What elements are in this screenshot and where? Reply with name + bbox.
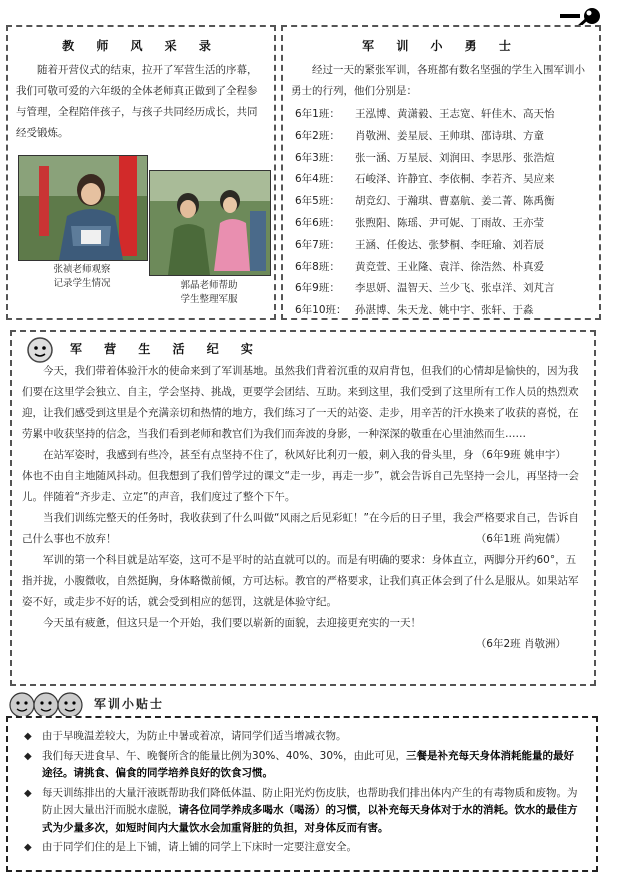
roster-section: [281, 25, 601, 320]
tip-item: ◆ 我们每天进食早、午、晚餐所含的能量比例为30%、40%、30%，由此可见，三餐是补充每天身体消耗能量的最好途径。请挑食、偏食的同学培养良好的饮食习惯。: [24, 749, 575, 779]
roster-row: 6年4班： 石峻泽、许静宜、李依桐、李若齐、吴应来: [295, 173, 555, 186]
diamond-bullet-icon: ◆: [24, 842, 32, 853]
camp-title: 军 营 生 活 纪 实: [70, 342, 262, 356]
caption-2-line-2: 学生整理军服: [180, 294, 238, 305]
camp-p3-signature: （6年1班 尚宛儒）: [475, 533, 566, 545]
roster-row: 6年5班： 胡竞幻、于瀚琪、曹嘉航、姜二菁、陈禹衡: [295, 195, 555, 208]
camp-p2: 在站军姿时，我感到有些冷，甚至有点坚持不住了，秋风好比利刃一般，刺入我的骨头里，身体也不由自主地随风抖动。但我想到了我们曾学过的课文“走一步，再走一步”，就会告诉自己先坚持一会儿，再坚持一会儿。伴随着“齐步走、立定”的声音，我们度过了整个下午。: [22, 449, 579, 503]
tip-item: ◆ 由于同学们住的是上下铺，请上铺的同学上下床时一定要注意安全。: [22, 839, 584, 857]
roster-row: 6年8班： 黄竞萱、王业隆、袁洋、徐浩然、朴真爱: [295, 260, 544, 273]
cartoon-face-icon: [26, 336, 54, 364]
tips-section: [6, 716, 598, 872]
caption-1-line-2: 记录学生情况: [53, 278, 111, 289]
roster-intro: 经过一天的紧张军训，各班都有数名坚强的学生入围军训小勇士的行列，他们分别是：: [291, 64, 585, 97]
teacher-photo-2: [149, 170, 271, 276]
camp-p5: 今天虽有疲惫，但这只是一个开始，我们要以崭新的面貌，去迎接更充实的一天！: [43, 617, 421, 629]
teacher-photo-1: [18, 155, 148, 261]
teacher-paragraph: 随着开营仪式的结束，拉开了军营生活的序幕，我们可敬可爱的六年级的全体老师真正做到了全程参与管理，全程陪伴孩子，与孩子共同经历成长，共同经受锻炼。: [16, 64, 258, 139]
camp-p3: 当我们训练完整天的任务时，我收获到了什么叫做“风雨之后见彩虹！”在今后的日子里，我会严格要求自己，告诉自己什么事也不放弃！ （6年1班 尚宛儒）: [22, 508, 584, 550]
tips-title: 军训小贴士: [94, 697, 165, 711]
roster-row: 6年7班： 王涵、任俊达、张梦桐、李旺瑜、刘若辰: [295, 238, 544, 251]
roster-row: 6年1班： 王泓博、黄潇毅、王志宽、轩佳木、高天怡: [295, 108, 555, 120]
roster-row: 6年9班： 李思妍、温智天、兰少飞、张卓洋、刘芃言: [295, 282, 555, 295]
roster-list: [283, 102, 599, 322]
teacher-title: 教 师 风 采 录: [62, 39, 220, 53]
teacher-caption-2: [149, 279, 269, 307]
diamond-bullet-icon: ◆: [24, 787, 32, 799]
camp-p1: 今天，我们带着体验汗水的使命来到了军训基地。虽然我们背着沉重的双肩背包，但我们的心情却是愉快的，因为我们要在这里学会独立、自主，学会坚持、挑战，更要学会团结、互助。来到这里，我们受到了这里所有工作人员的热烈欢迎，让我们感受到这里是个充满亲切和热情的地方，我们练习了一天的站姿、走步，用辛苦的汗水换来了收获的喜悦，在劳累中收获坚持的信念，当我们看到老师和教官们为我们而奔波的身影，一种深深的敬重在心里油然而生…… （6年9班 姚申宇）: [22, 361, 584, 445]
camp-p1-signature: （6年9班 姚申宇）: [475, 449, 566, 461]
camp-section: [10, 330, 596, 686]
caption-1-line-1: 张祯老师观察: [53, 264, 111, 275]
tips-list: [22, 728, 584, 857]
diamond-bullet-icon: ◆: [24, 750, 32, 762]
teacher-section: [6, 25, 276, 320]
roster-title: 军 训 小 勇 士: [362, 39, 520, 53]
diamond-bullet-icon: ◆: [24, 731, 32, 742]
tip-item: ◆ 由于早晚温差较大，为防止中暑或着凉，请同学们适当增减衣物。: [22, 728, 584, 746]
roster-row: 6年10班： 孙湛博、朱天龙、姚中宇、张轩、于淼: [295, 304, 534, 317]
teacher-caption-1: [18, 263, 146, 291]
roster-row: 6年2班： 肖敬洲、姜星辰、王帅琪、邵诗琪、方童: [295, 129, 544, 142]
roster-row: 6年6班： 张煦阳、陈瑶、尹可妮、丁雨故、王亦莹: [295, 216, 544, 229]
caption-2-line-1: 郭晶老师帮助: [180, 280, 238, 291]
camp-p5-signature: （6年2班 肖敬洲）: [475, 638, 566, 650]
camp-p4: 军训的第一个科目就是站军姿，这可不是平时的站直就可以的。而是有明确的要求：身体直立，两脚分开约60°，五指并拢，小腹微收，自然挺胸，身体略微前倾，方可达标。教官的严格要求，让我们真正体会到了什么是服从。如果站军姿不好，或走步不好的话，就会受到相应的惩罚，这就是体验守纪。: [22, 554, 579, 608]
tip-item: ◆ 每天训练排出的大量汗液既帮助我们降低体温、防止阳光灼伤皮肤，也帮助我们排出体内产生的有毒物质和废物。为防止因大量出汗而脱水虚脱，请各位同学养成多喝水（喝汤）的习惯，以补充每天身体对于水的消耗。饮水的最佳方式为少量多次，如短时间内大量饮水会加重肾脏的负担，对身体反而有害。: [24, 786, 578, 834]
roster-row: 6年3班： 张一涵、万星辰、刘润田、李思彤、张浩煊: [295, 151, 555, 164]
